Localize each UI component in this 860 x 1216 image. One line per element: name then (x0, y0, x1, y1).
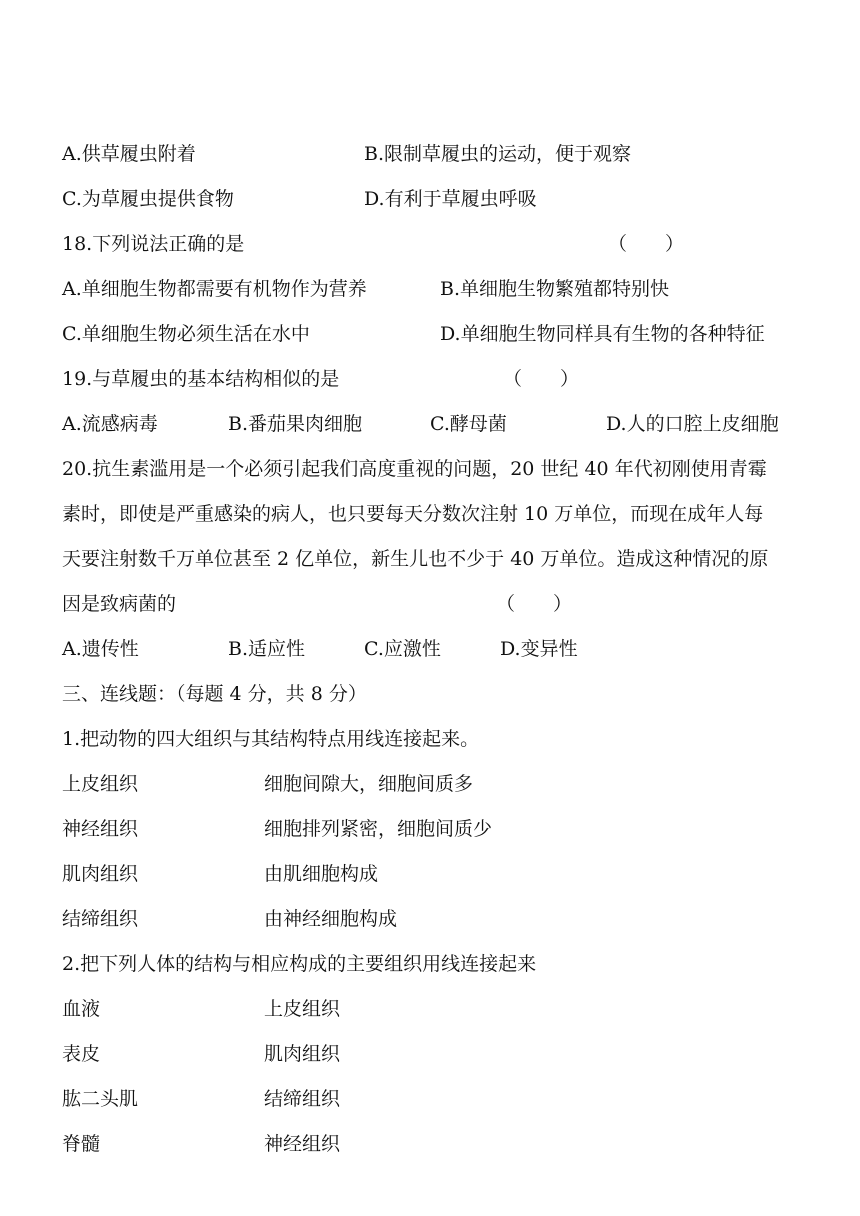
matching-q1-right-item: 由肌细胞构成 (264, 863, 379, 885)
matching-q2-right-item: 结缔组织 (264, 1088, 341, 1110)
q20-stem-line-2: 素时，即使是严重感染的病人，也只要每天分数次注射 10 万单位，而现在成年人每 (62, 503, 764, 525)
matching-q2-right-item: 肌肉组织 (264, 1043, 341, 1065)
q17-option-a: A.供草履虫附着 (62, 143, 196, 165)
q18-stem: 18.下列说法正确的是 (62, 233, 245, 255)
q19-option-d: D.人的口腔上皮细胞 (606, 413, 779, 435)
matching-q2-left-item: 表皮 (62, 1043, 101, 1065)
q20-stem-line-4: 因是致病菌的 (62, 593, 177, 615)
matching-q1-right-item: 由神经细胞构成 (264, 908, 398, 930)
q20-stem-line-1: 20.抗生素滥用是一个必须引起我们高度重视的问题，20 世纪 40 年代初刚使用青霉 (62, 458, 767, 480)
q20-stem-line-3: 天要注射数千万单位甚至 2 亿单位，新生儿也不少于 40 万单位。造成这种情况的原 (62, 548, 769, 570)
matching-q2-right-item: 上皮组织 (264, 998, 341, 1020)
q17-option-d: D.有利于草履虫呼吸 (364, 188, 537, 210)
q19-option-c: C.酵母菌 (430, 413, 507, 435)
matching-q1-stem: 1.把动物的四大组织与其结构特点用线连接起来。 (62, 728, 480, 750)
matching-q1-left-item: 结缔组织 (62, 908, 139, 930)
q19-option-a: A.流感病毒 (62, 413, 158, 435)
matching-q2-left-item: 血液 (62, 998, 101, 1020)
q20-option-d: D.变异性 (500, 638, 578, 660)
q17-option-c: C.为草履虫提供食物 (62, 188, 234, 210)
q20-answer-paren: （ ） (496, 593, 573, 615)
q18-answer-paren: （ ） (608, 233, 685, 255)
q20-option-b: B.适应性 (228, 638, 306, 660)
section-3-title: 三、连线题：（每题 4 分，共 8 分） (62, 683, 367, 705)
matching-q1-left-item: 上皮组织 (62, 773, 139, 795)
q20-option-c: C.应激性 (364, 638, 441, 660)
q18-option-c: C.单细胞生物必须生活在水中 (62, 323, 310, 345)
q19-stem: 19.与草履虫的基本结构相似的是 (62, 368, 340, 390)
matching-q2-right-item: 神经组织 (264, 1133, 341, 1155)
q19-answer-paren: （ ） (503, 368, 580, 390)
q18-option-b: B.单细胞生物繁殖都特别快 (440, 278, 670, 300)
matching-q1-right-item: 细胞排列紧密，细胞间质少 (264, 818, 493, 840)
q17-option-b: B.限制草履虫的运动，便于观察 (364, 143, 632, 165)
matching-q1-right-item: 细胞间隙大，细胞间质多 (264, 773, 474, 795)
q18-option-a: A.单细胞生物都需要有机物作为营养 (62, 278, 367, 300)
q18-option-d: D.单细胞生物同样具有生物的各种特征 (440, 323, 765, 345)
matching-q1-left-item: 肌肉组织 (62, 863, 139, 885)
matching-q1-left-item: 神经组织 (62, 818, 139, 840)
matching-q2-left-item: 脊髓 (62, 1133, 101, 1155)
matching-q2-stem: 2.把下列人体的结构与相应构成的主要组织用线连接起来 (62, 953, 537, 975)
q20-option-a: A.遗传性 (62, 638, 139, 660)
matching-q2-left-item: 肱二头肌 (62, 1088, 139, 1110)
q19-option-b: B.番茄果肉细胞 (228, 413, 363, 435)
